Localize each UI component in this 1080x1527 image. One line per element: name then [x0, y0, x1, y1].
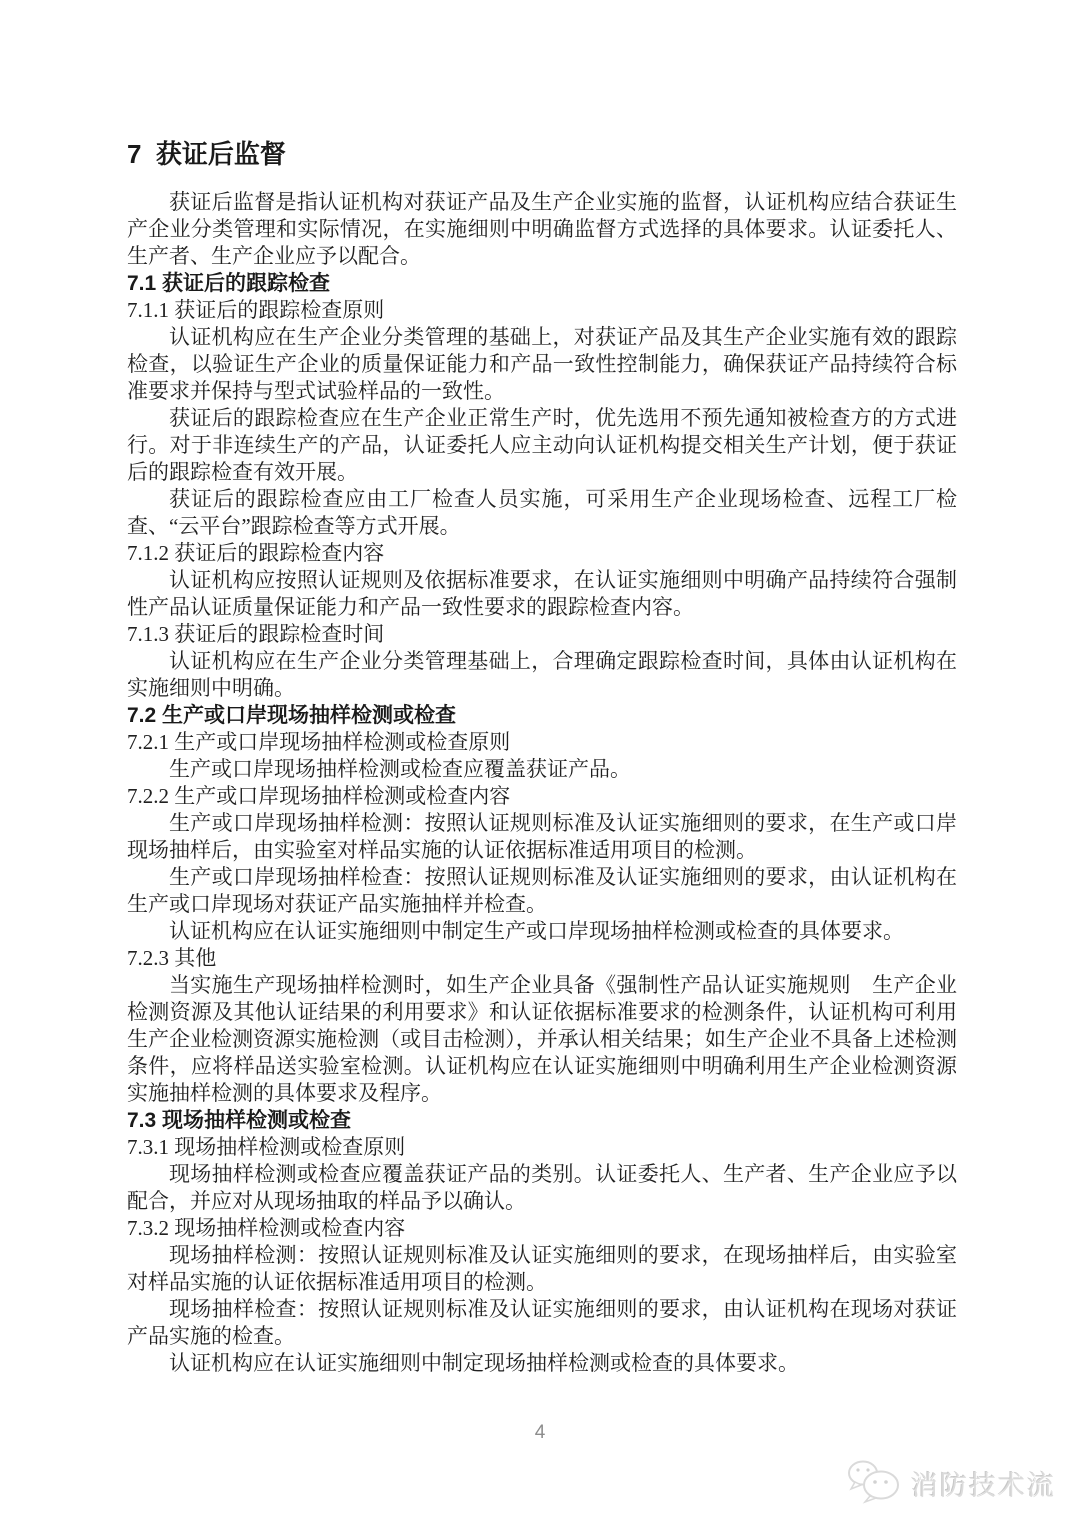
paragraph: 生产或口岸现场抽样检测或检查应覆盖获证产品。	[169, 757, 631, 781]
paragraph: 认证机构应在生产企业分类管理的基础上，对获证产品及其生产企业实施有效的跟踪检查，以验证生产企业的质量保证能力和产品一致性控制能力，确保获证产品持续符合标准要求并保持与型式试验样品的一致性。	[127, 325, 957, 403]
heading-7-3-2: 7.3.2 现场抽样检测或检查内容	[127, 1216, 406, 1240]
section-title: 7 获证后监督	[127, 139, 286, 169]
paragraph: 获证后的跟踪检查应在生产企业正常生产时，优先选用不预先通知被检查方的方式进行。对于非连续生产的产品，认证委托人应主动向认证机构提交相关生产计划，便于获证后的跟踪检查有效开展。	[127, 406, 957, 484]
heading-7-2-1: 7.2.1 生产或口岸现场抽样检测或检查原则	[127, 730, 511, 754]
document-content	[127, 138, 957, 1377]
heading-7-1: 7.1 获证后的跟踪检查	[127, 272, 331, 295]
heading-7-2: 7.2 生产或口岸现场抽样检测或检查	[127, 704, 457, 727]
wechat-icon	[845, 1458, 903, 1509]
heading-7-3-1: 7.3.1 现场抽样检测或检查原则	[127, 1135, 406, 1159]
paragraph: 认证机构应在认证实施细则中制定生产或口岸现场抽样检测或检查的具体要求。	[169, 919, 904, 943]
page-number: 4	[534, 1422, 546, 1443]
paragraph: 认证机构应在生产企业分类管理基础上，合理确定跟踪检查时间，具体由认证机构在实施细则中明确。	[127, 649, 957, 700]
watermark-label: 消防技术流	[911, 1471, 1056, 1501]
paragraph: 生产或口岸现场抽样检测：按照认证规则标准及认证实施细则的要求，在生产或口岸现场抽样后，由实验室对样品实施的认证依据标准适用项目的检测。	[127, 811, 957, 862]
watermark	[845, 1458, 1056, 1509]
document-body	[127, 189, 957, 1377]
heading-7-2-3: 7.2.3 其他	[127, 946, 217, 970]
heading-7-2-2: 7.2.2 生产或口岸现场抽样检测或检查内容	[127, 784, 511, 808]
paragraph: 现场抽样检测或检查应覆盖获证产品的类别。认证委托人、生产者、生产企业应予以配合，并应对从现场抽取的样品予以确认。	[127, 1162, 957, 1213]
paragraph: 现场抽样检查：按照认证规则标准及认证实施细则的要求，由认证机构在现场对获证产品实施的检查。	[127, 1297, 957, 1348]
heading-7-3: 7.3 现场抽样检测或检查	[127, 1109, 352, 1132]
paragraph: 现场抽样检测：按照认证规则标准及认证实施细则的要求，在现场抽样后，由实验室对样品实施的认证依据标准适用项目的检测。	[127, 1243, 957, 1294]
heading-7-1-1: 7.1.1 获证后的跟踪检查原则	[127, 298, 385, 322]
heading-7-1-2: 7.1.2 获证后的跟踪检查内容	[127, 541, 385, 565]
paragraph: 认证机构应按照认证规则及依据标准要求，在认证实施细则中明确产品持续符合强制性产品认证质量保证能力和产品一致性要求的跟踪检查内容。	[127, 568, 957, 619]
paragraph: 获证后的跟踪检查应由工厂检查人员实施，可采用生产企业现场检查、远程工厂检查、“云平台”跟踪检查等方式开展。	[127, 487, 957, 538]
paragraph: 当实施生产现场抽样检测时，如生产企业具备《强制性产品认证实施规则 生产企业检测资源及其他认证结果的利用要求》和认证依据标准要求的检测条件，认证机构可利用生产企业检测资源实施检测（或目击检测），并承认相关结果；如生产企业不具备上述检测条件，应将样品送实验室检测。认证机构应在认证实施细则中明确利用生产企业检测资源实施抽样检测的具体要求及程序。	[127, 973, 957, 1105]
paragraph: 获证后监督是指认证机构对获证产品及生产企业实施的监督，认证机构应结合获证生产企业分类管理和实际情况，在实施细则中明确监督方式选择的具体要求。认证委托人、生产者、生产企业应予以配合。	[127, 190, 957, 268]
paragraph: 生产或口岸现场抽样检查：按照认证规则标准及认证实施细则的要求，由认证机构在生产或口岸现场对获证产品实施抽样并检查。	[127, 865, 957, 916]
paragraph: 认证机构应在认证实施细则中制定现场抽样检测或检查的具体要求。	[169, 1351, 799, 1375]
heading-7-1-3: 7.1.3 获证后的跟踪检查时间	[127, 622, 385, 646]
